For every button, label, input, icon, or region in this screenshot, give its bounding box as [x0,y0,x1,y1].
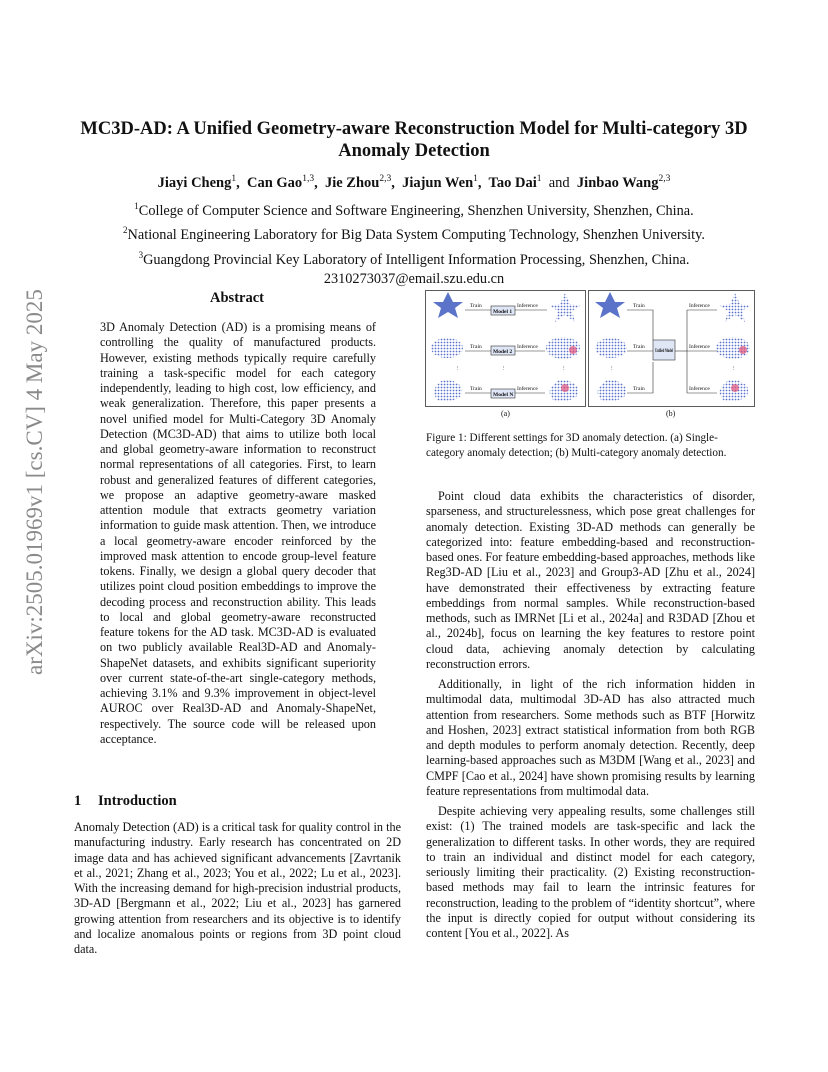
intro-paragraph: Anomaly Detection (AD) is a critical task for quality control in the manufacturing industry. Early research has concentrated on 2D image data and has achieved significant advancements [Zavrtanik et al., 2021; Zhang et al., 2023; You et al., 2022; Lu et al., 2023]. With the increasing demand for high-precision industrial products, 3D-AD [Bergmann et al., 2022; Liu et al., 2023] has garnered growing attention from researchers and its objective is to identify and localize anomalous points or regions from 3D point cloud data. [74,820,401,956]
svg-text:Inference: Inference [517,344,538,350]
svg-text:⋮: ⋮ [609,366,615,372]
svg-text:Unified Model: Unified Model [655,348,674,354]
svg-text:⋮: ⋮ [731,366,737,372]
affiliations [60,197,768,289]
abstract-body: 3D Anomaly Detection (AD) is a promising means of controlling the quality of manufactured products. However, existing methods typically require carefully training a task-specific model for each category independently, leading to high cost, low efficiency, and weak generalization. Therefore, this paper presents a novel unified model for Multi-Category 3D Anomaly Detection (MC3D-AD) that aims to utilize both local and global geometry-aware information to reconstruct normal representations of all categories. First, to learn robust and generalized features of different categories, we propose an adaptive geometry-aware masked attention module that extracts geometry variation information to guide mask attention. Then, we introduce a local geometry-aware encoder reinforced by the improved mask attention to encode group-level feature tokens. Finally, we design a global query decoder that utilizes point cloud position embeddings to improve the decoding process and reconstruction ability. This leads to local and global geometry-aware reconstructed feature tokens for the AD task. MC3D-AD is evaluated on two publicly available Real3D-AD and Anomaly-ShapeNet datasets, and exhibits significant superiority over current state-of-the-art single-category methods, achieving 3.1% and 9.3% improvement in object-level AUROC over Real3D-AD and Anomaly-ShapeNet, respectively. The source code will be released upon acceptance. [100,320,376,746]
object-point-cloud [595,338,627,358]
anomaly-region [569,346,577,354]
star-point-cloud [719,293,751,322]
anomaly-region [561,384,569,392]
author-name: Tao Dai [488,174,537,191]
author-name: Jiajun Wen [402,174,474,191]
affiliation-line: $^2$National Engineering Laboratory for Big Data System Computing Technology, Shenzhen University. [123,225,705,244]
figure-caption: Figure 1: Different settings for 3D anomaly detection. (a) Single-category anomaly detection; (b) Multi-category anomaly detection. [426,432,727,459]
abstract-heading: Abstract [210,290,264,306]
right-column-text [426,489,755,946]
svg-text:Train: Train [470,386,482,392]
object-point-cloud [433,380,462,402]
svg-text:Model 2: Model 2 [493,349,513,355]
arxiv-stamp [12,280,52,680]
svg-text:Inference: Inference [517,303,538,309]
author-name: Can Gao [246,174,303,191]
author-name: Jiayi Cheng [157,174,232,191]
svg-text:Inference: Inference [689,386,710,392]
object-point-cloud [597,380,626,402]
svg-text:Train: Train [633,344,645,350]
svg-text:⋮: ⋮ [561,366,567,372]
svg-text:Inference: Inference [689,303,710,309]
section-heading: 1 Introduction [74,793,177,809]
star-point-cloud [433,292,463,318]
author-list: Jiayi Cheng$^1$, Can Gao$^{1,3}$, Jie Zhou$^{2,3}$, Jiajun Wen$^1$, Tao Dai$^1$ and Jinbao Wang$^{2,3}$ [157,174,671,191]
object-point-cloud [431,338,463,358]
svg-text:Train: Train [470,303,482,309]
svg-text:Model 1: Model 1 [493,309,513,315]
affiliation-line: $^1$College of Computer Science and Software Engineering, Shenzhen University, Shenzhen, China. [134,201,694,219]
svg-text:⋮: ⋮ [501,366,507,372]
panel-b-label: (b) [666,409,676,418]
affiliation-line: $^3$Guangdong Provincial Key Laboratory of Intelligent Information Processing, Shenzhen, China. [138,249,690,268]
anomaly-region [731,384,739,392]
contact-email: 2310273037@email.szu.edu.cn [323,270,505,287]
body-paragraph: Additionally, in light of the rich information hidden in multimodal data, multimodal 3D-AD has also attracted much attention from researchers. Some methods such as BTF [Horwitz and Hoshen, 2023] extract statistical information from both RGB and depth modules to perform anomaly detection. Recently, deep learning-based approaches such as M3DM [Wang et al., 2023] and CMPF [Cao et al., 2024] have shown promising results by learning feature representations from multimodal data. [426,677,755,798]
author-conjunction: and [548,174,570,191]
svg-text:Inference: Inference [689,344,710,350]
panel-b [595,292,751,401]
panel-a-label: (a) [501,409,510,418]
author-name: Jie Zhou [324,174,380,191]
body-paragraph: Despite achieving very appealing results, some challenges still exist: (1) The trained models are task-specific and lack the generalization to different tasks. In other words, they are required to train an individual and distinct model for each category, seriously limiting their practicality. (2) Existing reconstruction-based methods may fail to learn the intrinsic features for reconstruction, leading to the problem of “identity shortcut”, where the input is directly copied for output without considering its content [You et al., 2022]. As [426,804,755,940]
paper-title: MC3D-AD: A Unified Geometry-aware Reconstruction Model for Multi-category 3D Anomaly Detection [80,119,748,161]
svg-text:⋮: ⋮ [455,366,461,372]
svg-text:Train: Train [633,386,645,392]
panel-a [431,292,581,401]
figure-1 [425,290,755,418]
svg-text:Model N: Model N [493,392,514,398]
svg-text:Inference: Inference [517,386,538,392]
star-point-cloud [549,293,581,322]
star-point-cloud [595,292,625,318]
author-name: Jinbao Wang [576,174,659,191]
body-paragraph: Point cloud data exhibits the characteristics of disorder, sparseness, and structurelessness, which pose great challenges for anomaly detection. Existing 3D-AD methods can generally be categorized into: feature embedding-based and reconstruction-based ones. For feature embedding-based approaches, methods like Reg3D-AD [Liu et al., 2023] and Group3-AD [Zhu et al., 2024] have demonstrated their effectiveness by extracting feature embeddings from normal samples. While reconstruction-based methods, such as IMRNet [Li et al., 2024a] and R3DAD [Zhou et al., 2024b], focus on learning the key features to restore point cloud data, achieving anomaly detection by calculating reconstruction errors. [426,489,755,671]
svg-text:Train: Train [633,303,645,309]
anomaly-region [739,346,747,354]
arxiv-stamp-text: arXiv:2505.01969v1 [cs.CV] 4 May 2025 [22,289,47,675]
svg-text:Train: Train [470,344,482,350]
